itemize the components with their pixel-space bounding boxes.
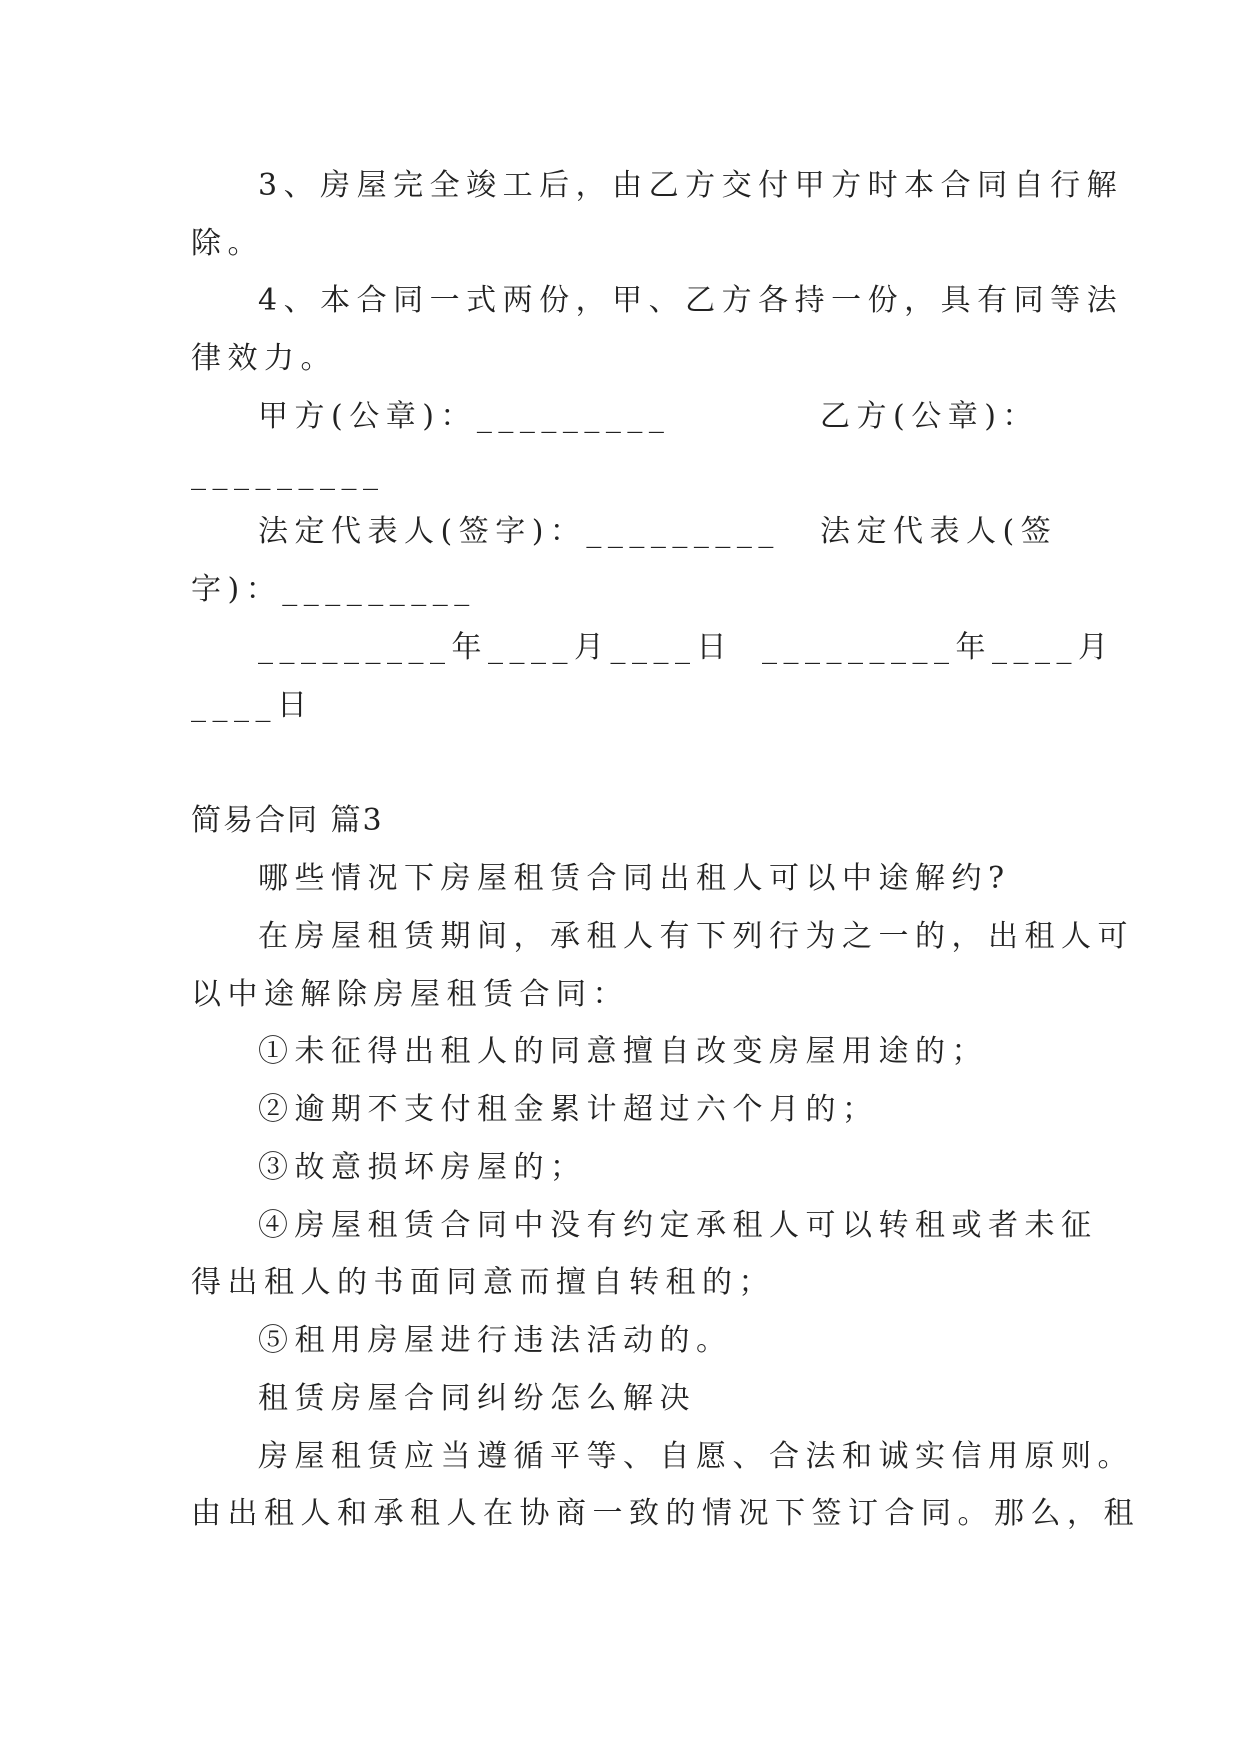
list-item-2: ②逾期不支付租金累计超过六个月的； <box>258 1092 879 1127</box>
party-b-representative: 法定代表人(签 <box>820 514 1058 549</box>
subheading: 租赁房屋合同纠纷怎么解决 <box>258 1381 696 1416</box>
paragraph-2-line-2: 由出租人和承租人在协商一致的情况下签订合同。那么，租 <box>191 1496 1140 1531</box>
paragraph-1-line-1: 在房屋租赁期间，承租人有下列行为之一的，出租人可 <box>258 919 1134 954</box>
list-item-1: ①未征得出租人的同意擅自改变房屋用途的； <box>258 1034 988 1069</box>
list-item-4-line-1: ④房屋租赁合同中没有约定承租人可以转租或者未征 <box>258 1208 1098 1243</box>
party-b-seal-blank: _________ <box>191 456 385 491</box>
clause-3-line-2: 除。 <box>191 226 264 261</box>
party-b-date-cont: ____日 <box>191 688 314 723</box>
party-b-seal: 乙方(公章)： <box>820 399 1039 434</box>
clause-4-line-1: 4、本合同一式两份，甲、乙方各持一份，具有同等法 <box>258 283 1124 318</box>
party-a-date: _________年____月____日 <box>258 630 733 665</box>
list-item-5: ⑤租用房屋进行违法活动的。 <box>258 1323 733 1358</box>
clause-4-line-2: 律效力。 <box>191 341 337 376</box>
list-item-4-line-2: 得出租人的书面同意而擅自转租的； <box>191 1265 775 1300</box>
party-a-seal: 甲方(公章)：_________ <box>258 399 671 434</box>
party-a-representative: 法定代表人(签字)：_________ <box>258 514 780 549</box>
paragraph-2-line-1: 房屋租赁应当遵循平等、自愿、合法和诚实信用原则。 <box>258 1439 1134 1474</box>
section-title: 简易合同 篇3 <box>191 803 384 838</box>
clause-3-line-1: 3、房屋完全竣工后，由乙方交付甲方时本合同自行解 <box>258 168 1124 203</box>
party-b-representative-cont: 字)：_________ <box>191 572 476 607</box>
list-item-3: ③故意损坏房屋的； <box>258 1150 587 1185</box>
paragraph-1-line-2: 以中途解除房屋租赁合同： <box>191 977 629 1012</box>
question-heading: 哪些情况下房屋租赁合同出租人可以中途解约? <box>258 861 1011 896</box>
party-b-date: _________年____月 <box>762 630 1115 665</box>
